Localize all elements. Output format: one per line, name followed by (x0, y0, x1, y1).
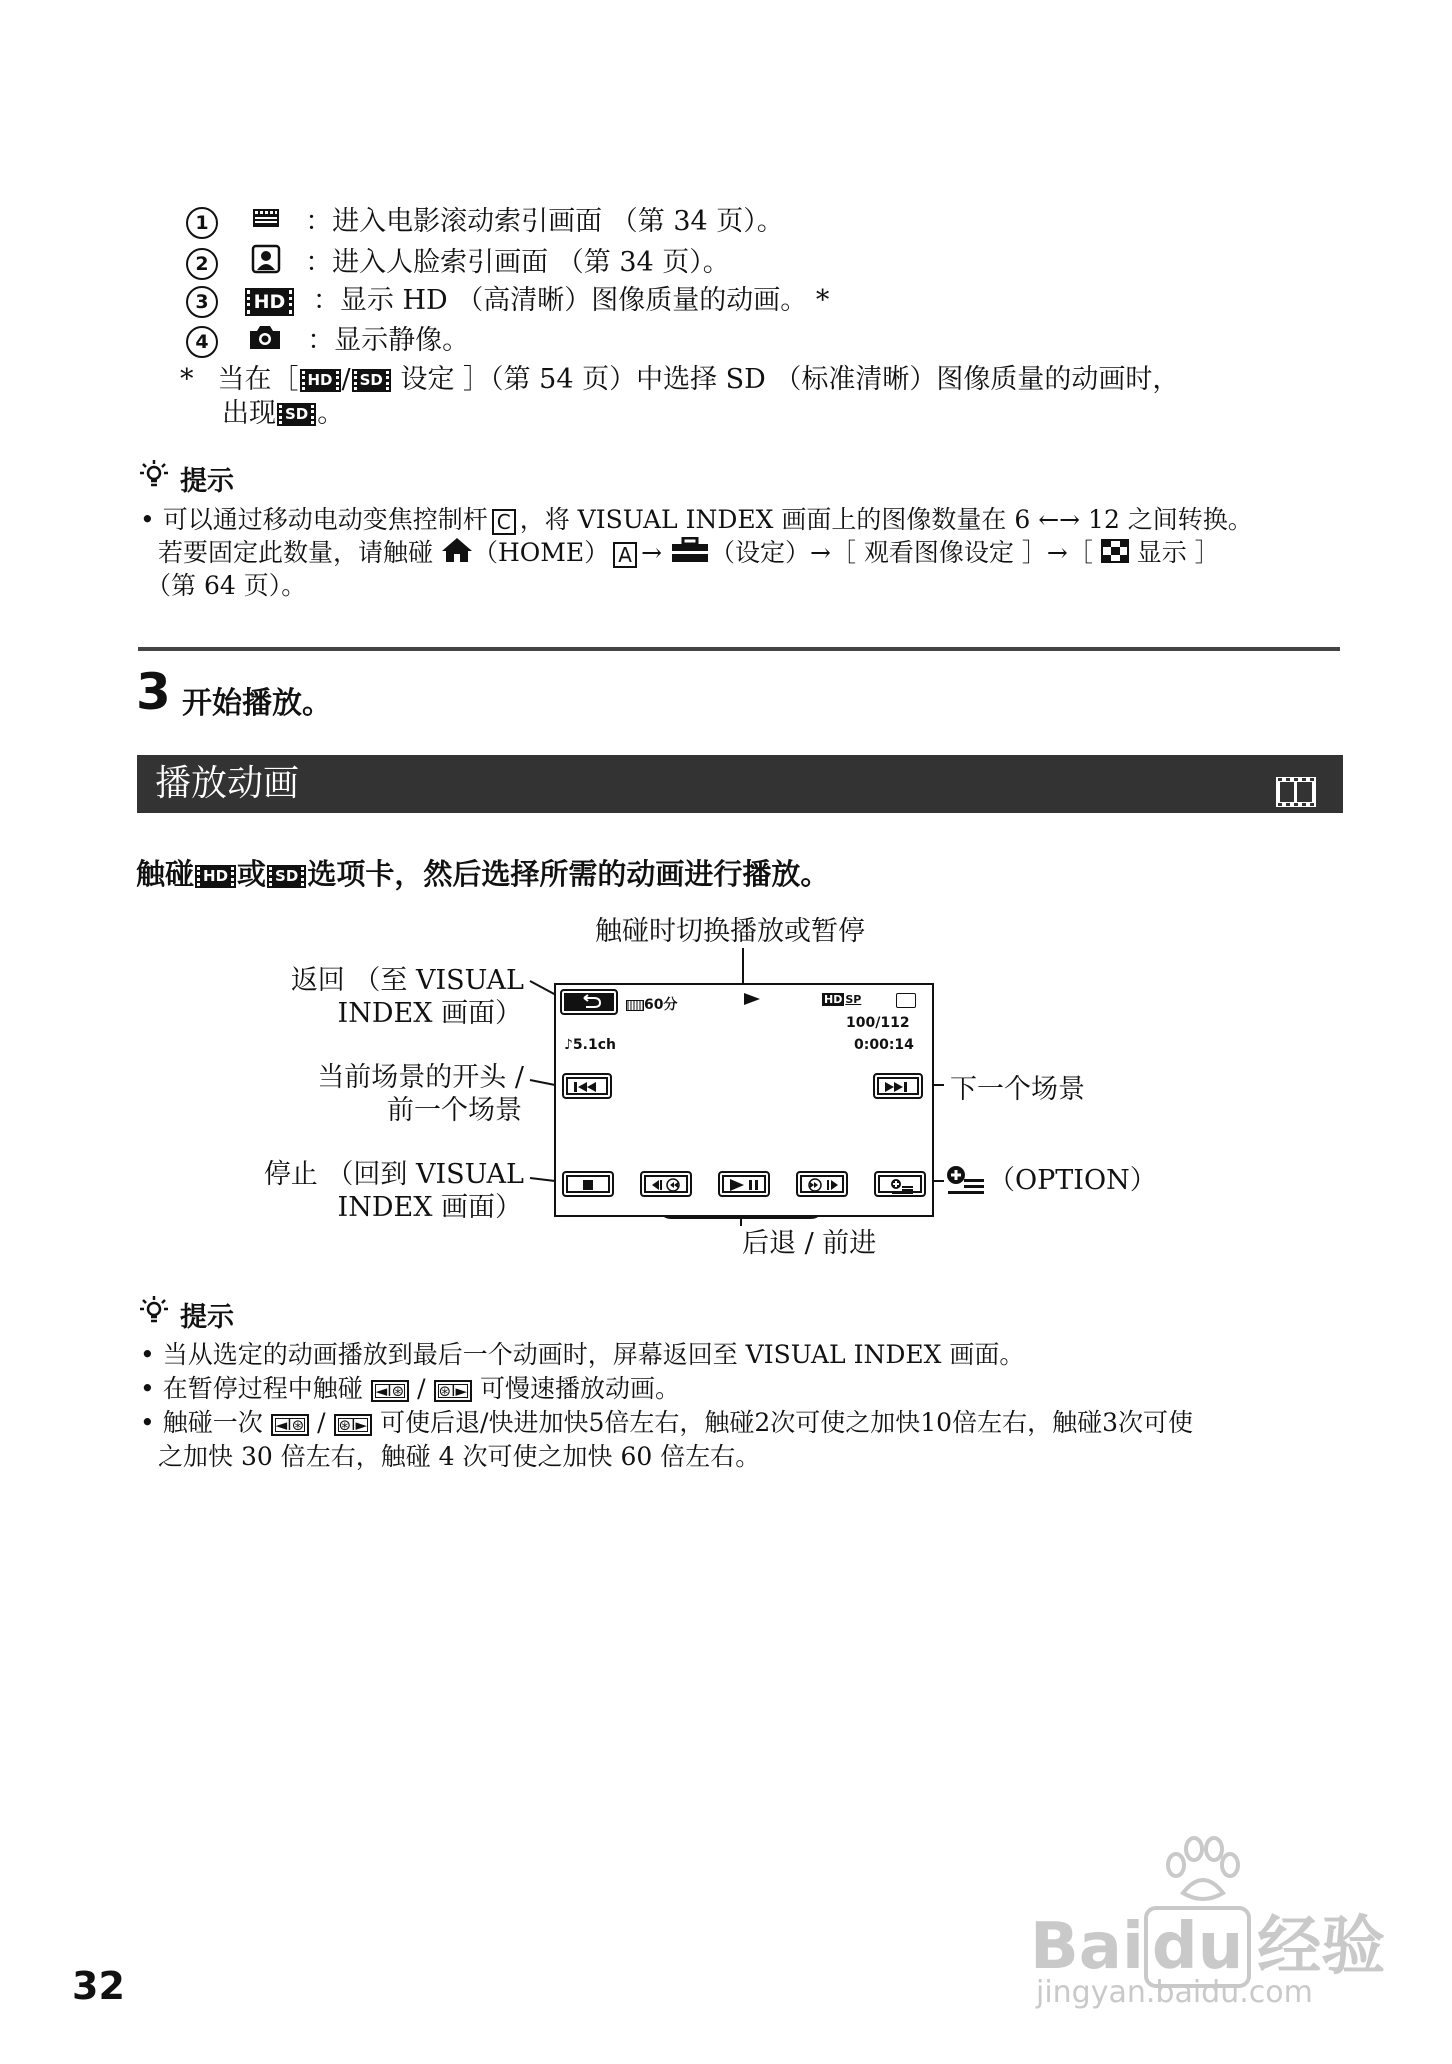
watermark-url: jingyan.baidu.com (1036, 1975, 1313, 2010)
label-rew-ff: 后退 / 前进 (742, 1228, 877, 1259)
hint-text: → (641, 538, 663, 567)
circled-number: 2 (186, 248, 218, 280)
instruction-text: 选项卡，然后选择所需的动画进行播放。 (307, 857, 830, 891)
hint-text: （设定）→［ 观看图像设定 ］→［ (710, 538, 1093, 567)
hint2-bullet-1: • 当从选定的动画播放到最后一个动画时，屏幕返回至 VISUAL INDEX 画面。 (140, 1340, 1025, 1369)
watermark-text: 经验 (1257, 1910, 1386, 1984)
hint-text: （HOME） (472, 538, 610, 567)
list-item-text: ：进入电影滚动索引画面 （第 34 页）。 (305, 206, 784, 237)
return-icon (564, 993, 614, 1011)
skip-back-icon (574, 1082, 602, 1092)
slash: / (341, 364, 351, 395)
quality-sp: SP (845, 993, 862, 1006)
sd-tab-icon: SD (269, 867, 304, 886)
section-title: 播放动画 (155, 763, 300, 804)
list-item-text: ：进入人脸索引画面 （第 34 页）。 (305, 247, 730, 278)
page-number: 32 (72, 1964, 125, 2008)
fast-forward-icon (806, 1178, 840, 1192)
footnote-star: * (180, 364, 194, 395)
watermark-text: Bai (1030, 1910, 1144, 1984)
play-indicator-icon (742, 991, 762, 1011)
sd-badge-icon: SD (354, 371, 389, 390)
hint-text: （第 64 页）。 (146, 571, 307, 600)
hint2-bullet-3 (140, 1406, 1193, 1439)
watermark-text: du (1144, 1906, 1251, 1988)
battery-icon (626, 1000, 644, 1011)
play-pause-icon (730, 1179, 762, 1191)
hint-text: 可慢速播放动画。 (480, 1374, 681, 1403)
hint-text: 显示 ］ (1128, 538, 1220, 567)
label-back-1: 返回 （至 VISUAL (290, 965, 524, 996)
prev-scene-button[interactable] (562, 1073, 612, 1099)
list-item-text: ：显示 HD （高清晰）图像质量的动画。 * (312, 285, 830, 316)
circled-number: 3 (186, 286, 218, 318)
rewind-button-icon: ◄I⊛ (371, 1380, 410, 1402)
hint2-bullet-2 (140, 1372, 680, 1405)
hint-text: • 触碰一次 (140, 1408, 263, 1437)
stop-button[interactable] (562, 1171, 614, 1197)
sd-badge-icon: SD (279, 405, 314, 424)
next-scene-button[interactable] (873, 1073, 923, 1099)
lcd-screen (554, 983, 934, 1217)
label-prev-1: 当前场景的开头 / (317, 1062, 524, 1093)
hint-text: ，将 VISUAL INDEX 画面上的图像数量在 6 ←→ 12 之间转换。 (519, 505, 1253, 534)
instruction-text: 或 (237, 857, 267, 891)
option-button[interactable] (874, 1171, 926, 1197)
quality-indicator (822, 993, 861, 1006)
hint-title: 提示 (180, 466, 234, 497)
footnote-text: 。 (317, 398, 345, 429)
audio-indicator: ♪5.1ch (564, 1037, 617, 1053)
skip-forward-icon (885, 1082, 913, 1092)
hint-text: 可使后退/快进加快5倍左右，触碰2次可使之加快10倍左右，触碰3次可使 (380, 1408, 1193, 1437)
hd-badge-icon: HD (302, 371, 339, 390)
hd-tab-icon: HD (197, 867, 234, 886)
footnote-text: 出现 (222, 398, 276, 429)
circled-number: 1 (186, 207, 218, 239)
label-next: 下一个场景 (950, 1074, 1085, 1105)
play-pause-button[interactable] (718, 1171, 770, 1197)
label-back-2: INDEX 画面） (337, 998, 522, 1029)
hint-text: • 可以通过移动电动变焦控制杆 (140, 505, 488, 534)
instruction-text: 触碰 (136, 857, 195, 891)
label-stop-1: 停止 （回到 VISUAL (263, 1159, 524, 1190)
control-label-a: A (613, 542, 637, 568)
control-label-c: C (492, 509, 516, 535)
hint-text: 若要固定此数量，请触碰 (158, 538, 434, 567)
fast-forward-button-icon: ⊛I► (434, 1380, 473, 1402)
label-stop-2: INDEX 画面） (337, 1192, 522, 1223)
rewind-icon (650, 1178, 684, 1192)
list-item-text: ：显示静像。 (307, 325, 470, 356)
watermark (1030, 1835, 1390, 2015)
circled-number: 4 (186, 326, 218, 358)
fast-forward-button[interactable] (796, 1171, 848, 1197)
elapsed-time: 0:00:14 (854, 1037, 914, 1053)
battery-status (626, 994, 677, 1014)
fast-forward-button-icon: ⊛I► (334, 1414, 373, 1436)
option-icon (890, 1178, 914, 1194)
step-number: 3 (136, 663, 171, 721)
step-text: 开始播放。 (182, 686, 332, 721)
rewind-button[interactable] (640, 1171, 692, 1197)
counter: 100/112 (846, 1015, 910, 1031)
slash: / (417, 1374, 426, 1403)
rewind-button-icon: ◄I⊛ (271, 1414, 310, 1436)
hd-badge-icon: HD (247, 290, 293, 314)
media-card-icon (896, 993, 916, 1008)
slash: / (317, 1408, 326, 1437)
stop-icon (583, 1180, 595, 1190)
footnote-text: 当在［ (217, 364, 299, 395)
battery-remaining: 60分 (644, 997, 678, 1013)
return-button[interactable] (560, 989, 618, 1015)
hint2-bullet-3-cont: 之加快 30 倍左右，触碰 4 次可使之加快 60 倍左右。 (158, 1442, 761, 1471)
quality-hd: HD (824, 993, 843, 1006)
lightbulb-icon (139, 1294, 169, 1330)
label-prev-2: 前一个场景 (387, 1095, 522, 1126)
hint-title: 提示 (180, 1302, 234, 1333)
watermark-brand (1030, 1895, 1385, 1987)
label-option: （OPTION） (988, 1165, 1157, 1196)
label-play-pause: 触碰时切换播放或暂停 (595, 916, 865, 947)
footnote-text: 设定 ］（第 54 页）中选择 SD （标准清晰）图像质量的动画时， (391, 364, 1180, 395)
hint-text: • 在暂停过程中触碰 (140, 1374, 363, 1403)
